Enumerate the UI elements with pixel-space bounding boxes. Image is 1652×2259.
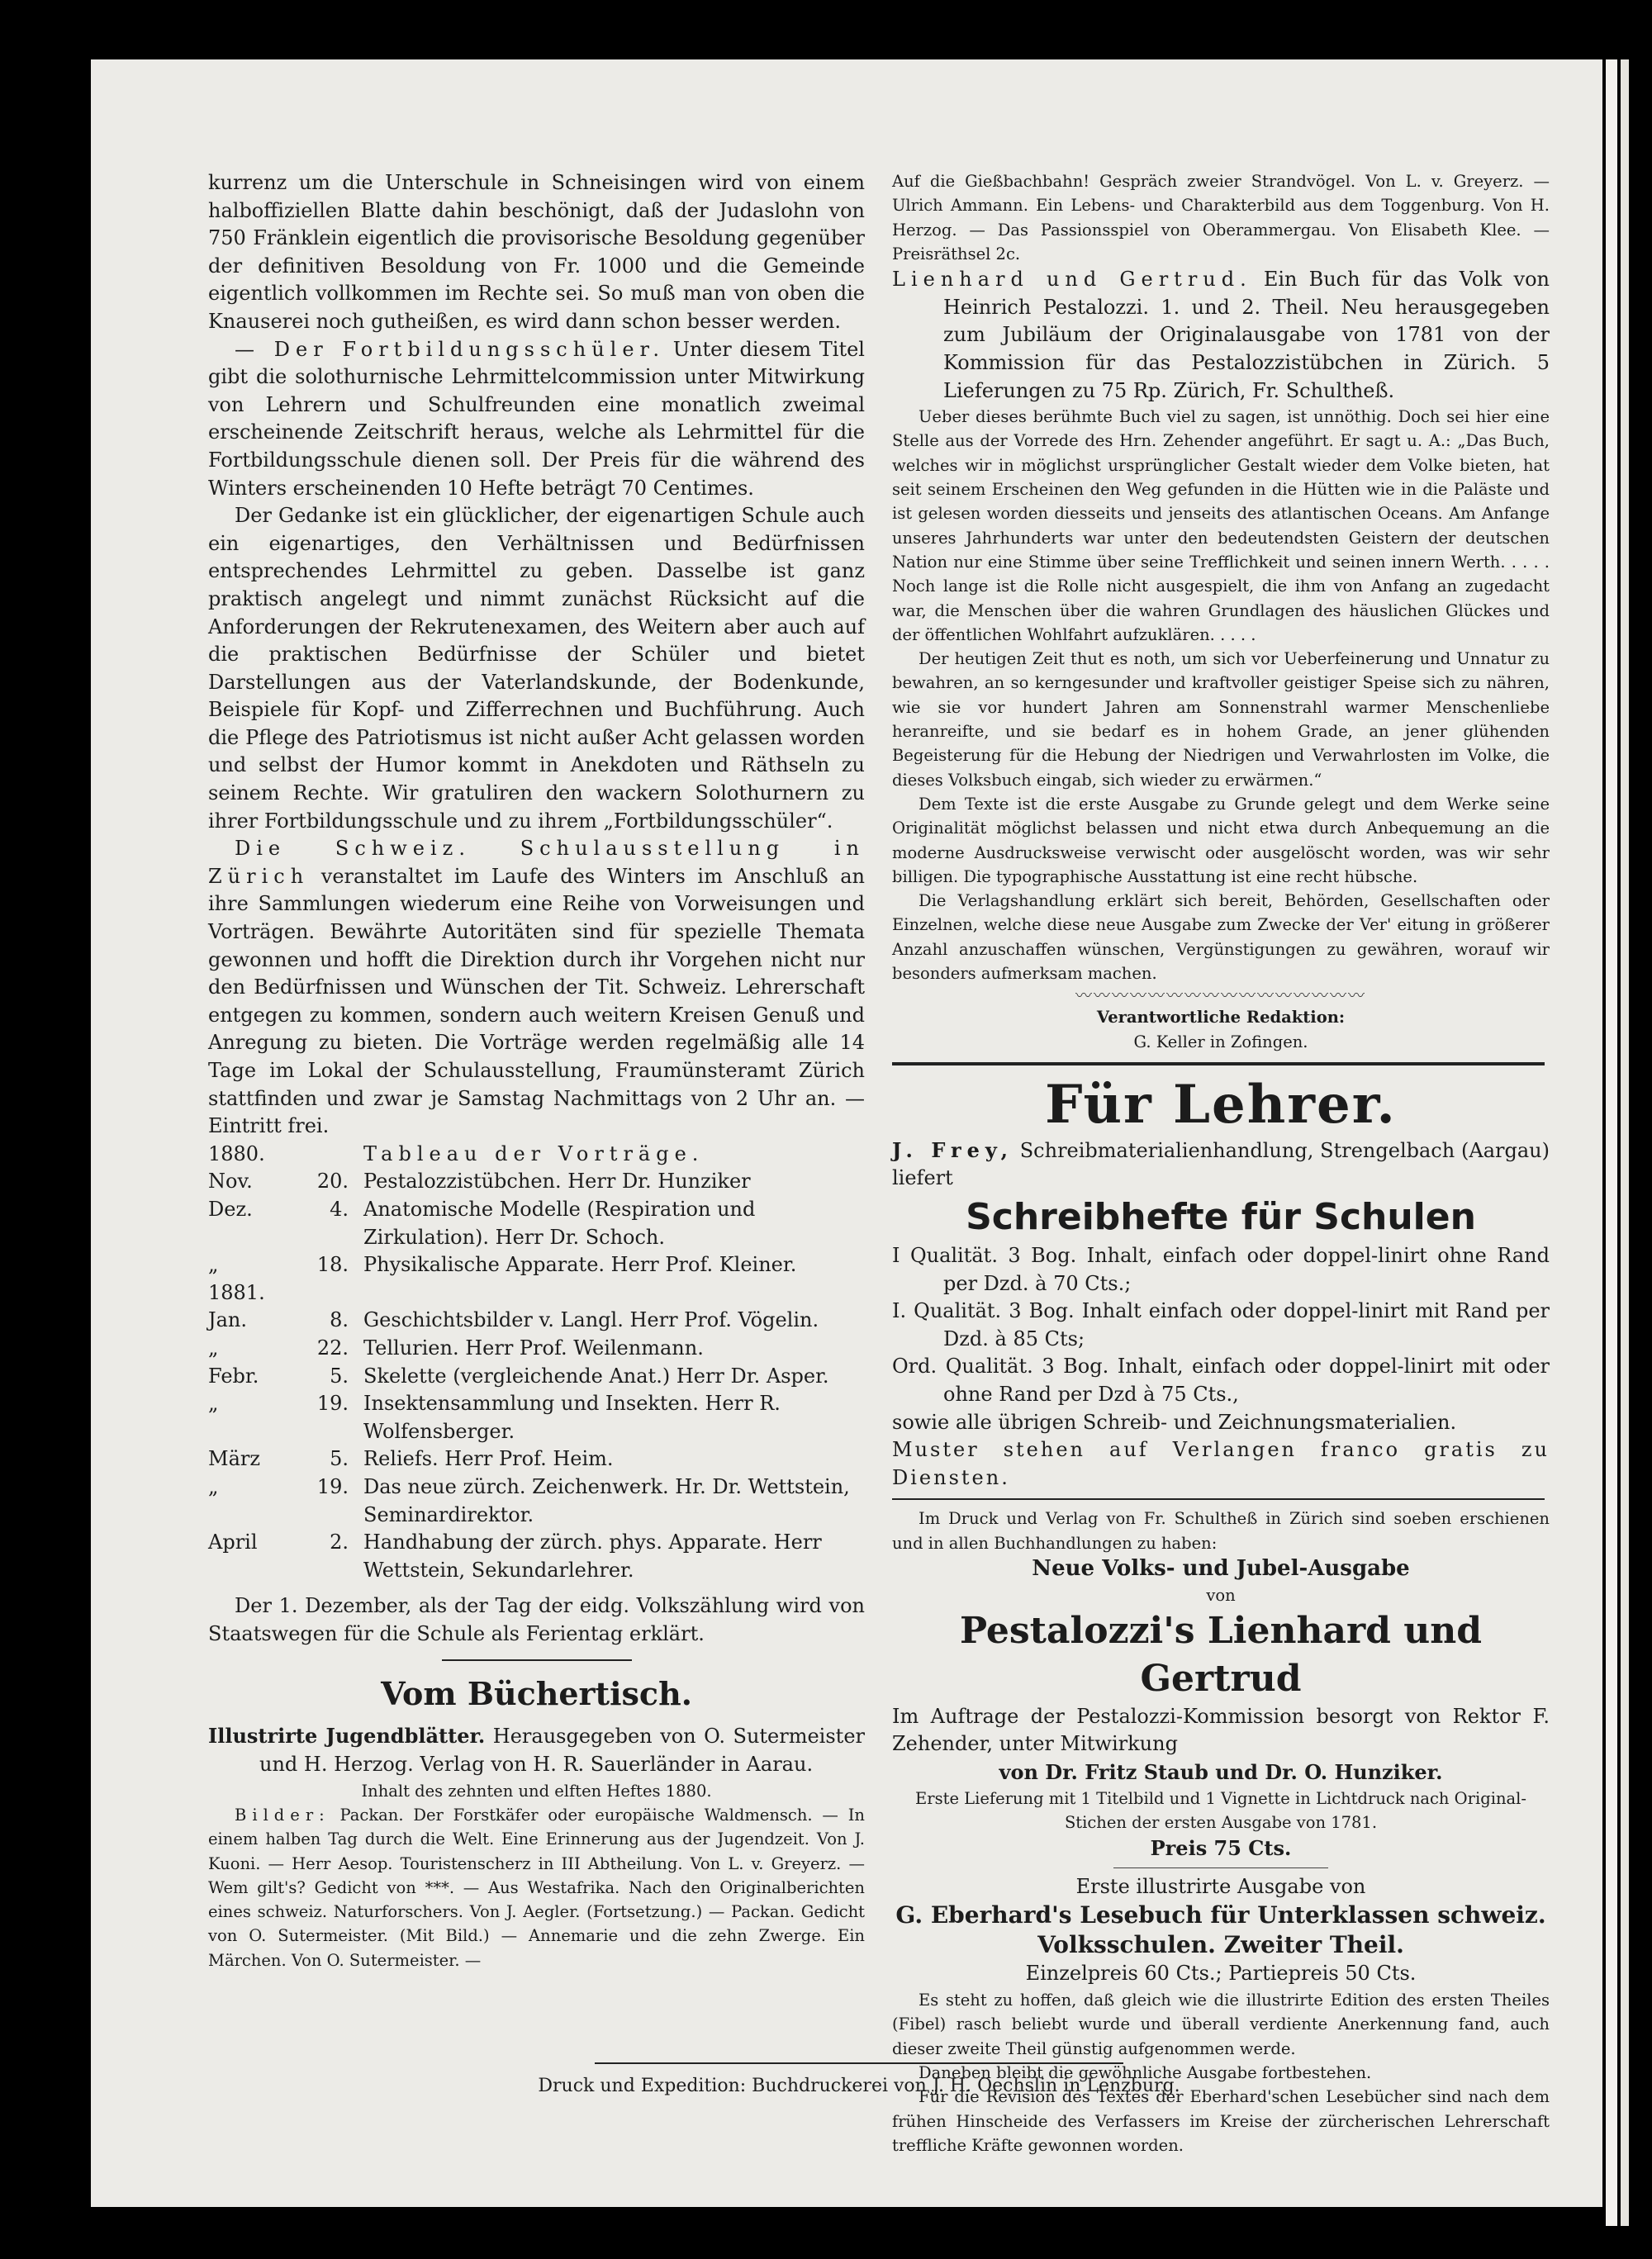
divider	[892, 1498, 1545, 1500]
contents-heading: Inhalt des zehnten und elften Heftes 1880.	[361, 1781, 712, 1801]
lecture-month: Nov.	[208, 1170, 253, 1194]
lecture-table	[208, 1141, 865, 1585]
page-edge	[1606, 59, 1617, 2226]
ornament-divider: 〰〰〰〰〰〰〰〰〰〰〰〰〰〰〰〰	[1075, 985, 1366, 1006]
lecture-day: 22.	[316, 1336, 349, 1360]
ad-line: I. Qualität. 3 Bog. Inhalt einfach oder doppel-linirt mit Rand per Dzd. à 85 Cts;	[892, 1299, 1550, 1350]
lecture-topic: Anatomische Modelle (Respiration und Zirkulation). Herr Dr. Schoch.	[363, 1197, 756, 1249]
ad-line: Im Auftrage der Pestalozzi-Kommission besorgt von Rektor F. Zehender, unter Mitwirkung	[892, 1704, 1550, 1756]
divider	[442, 1659, 632, 1661]
divider	[892, 1062, 1545, 1065]
paragraph: Die Schweiz. Schulausstellung in Zürich veranstaltet im Laufe des Winters im Anschluß an ihre Sammlungen wiederum eine Reihe von Vorweisungen und Vorträgen. Bewährte Autoritäten sind für spezielle Themata gewonnen und hofft die Direktion durch ihr Vorgehen nicht nur den Bedürfnissen und Wünschen der Tit. Schweiz. Lehrerschaft entgegen zu kommen, sondern auch weitern Kreisen Genuß und Anregung zu bieten. Die Vorträge werden regelmäßig alle 14 Tage im Lokal der Schulausstellung, Fraumünsteramt Zürich stattfinden und zwar je Samstag Nachmittags von 2 Uhr an. — Eintritt frei.	[208, 837, 865, 1138]
paragraph: Der 1. Dezember, als der Tag der eidg. Volkszählung wird von Staatswegen für die Schule als Ferientag erklärt.	[208, 1594, 865, 1645]
editor-name: G. Keller in Zofingen.	[1133, 1032, 1308, 1051]
book-title: G. Eberhard's Lesebuch für Unterklassen schweiz. Volksschulen. Zweiter Theil.	[895, 1901, 1546, 1959]
lecture-day: 19.	[316, 1392, 349, 1416]
lecture-day	[299, 1279, 363, 1307]
ad-firm: J. Frey, Schreibmaterialienhandlung, Strengelbach (Aargau) liefert	[892, 1137, 1550, 1190]
review-text: Ueber dieses berühmte Buch viel zu sagen, ist unnöthig. Doch sei hier eine Stelle aus der Vorrede des Hrn. Zehender angeführt. Er sagt u. A.: „Das Buch, welches wir in möglichst ursprünglicher Gestalt wieder dem Volke bieten, hat seit seinem Erscheinen den Weg gefunden in die Hütten wie in die Paläste und ist gelesen worden diesseits und jenseits des atlantischen Oceans. Am Anfange unseres Jahrhunderts war unter den bedeutendsten Geistern der deutschen Nation nur eine Stimme über seine Trefflichkeit und seinen innern Werth. . . . . Noch lange ist die Rolle nicht ausgespielt, die ihm von Anfang an zugedacht war, die Menschen über die wahren Grundlagen des häuslichen Glückes und der öffentlichen Wohlfahrt aufzuklären. . . . .	[892, 407, 1550, 644]
lecture-day: 2.	[330, 1531, 349, 1554]
lecture-month: März	[208, 1447, 260, 1471]
paragraph-lead: Die Schweiz. Schulausstellung in Zürich	[208, 837, 865, 888]
lecture-day: 4.	[330, 1197, 349, 1221]
lecture-topic: Handhabung der zürch. phys. Apparate. Herr Wettstein, Sekundarlehrer.	[363, 1531, 822, 1582]
lecture-topic: Das neue zürch. Zeichenwerk. Hr. Dr. Wettstein, Seminardirektor.	[363, 1474, 850, 1526]
table-row	[208, 1390, 865, 1445]
lecture-day: 5.	[330, 1447, 349, 1471]
footer	[496, 2062, 1222, 2096]
table-row	[208, 1279, 865, 1307]
section-title: Vom Büchertisch.	[381, 1675, 692, 1713]
lecture-month: „	[208, 1392, 219, 1416]
ad-line: I Qualität. 3 Bog. Inhalt, einfach oder doppel-linirt ohne Rand per Dzd. à 70 Cts.;	[892, 1244, 1550, 1295]
lecture-day: 18.	[316, 1253, 349, 1277]
ad-line: Ord. Qualität. 3 Bog. Inhalt, einfach oder doppel-linirt mit oder ohne Rand per Dzd à 75 Cts.,	[892, 1355, 1550, 1407]
book-entry: Illustrirte Jugendblätter. Herausgegeben von O. Sutermeister und H. Herzog. Verlag von H. R. Sauerländer in Aarau.	[208, 1724, 865, 1777]
table-row	[208, 1445, 865, 1474]
lecture-topic: Reliefs. Herr Prof. Heim.	[363, 1447, 614, 1471]
lecture-month: April	[208, 1531, 258, 1554]
lecture-month: Dez.	[208, 1197, 253, 1221]
lecture-day: 20.	[316, 1170, 349, 1194]
table-row	[208, 1474, 865, 1529]
ad-price: Einzelpreis 60 Cts.; Partiepreis 50 Cts.	[1025, 1962, 1417, 1986]
lecture-topic: Insektensammlung und Insekten. Herr R. Wolfensberger.	[363, 1392, 781, 1443]
lecture-day: 8.	[330, 1308, 349, 1332]
ad-text: Es steht zu hoffen, daß gleich wie die illustrirte Edition des ersten Theiles (Fibel) rasch beliebt wurde und überall verdiente Anerkennung fand, auch dieser zweite Theil günstig aufgenommen werde.	[892, 1991, 1550, 2058]
ad-line: Erste Lieferung mit 1 Titelbild und 1 Vignette in Lichtdruck nach Original-Stichen der ersten Ausgabe von 1781.	[915, 1788, 1526, 1832]
lecture-day: 5.	[330, 1364, 349, 1388]
table-row	[208, 1529, 865, 1584]
ad-subtitle: Neue Volks- und Jubel-Ausgabe	[1032, 1556, 1410, 1581]
lecture-month: Jan.	[208, 1308, 248, 1332]
lecture-topic: Tellurien. Herr Prof. Weilenmann.	[363, 1336, 704, 1360]
review-text: Die Verlagshandlung erklärt sich bereit, Behörden, Gesellschaften oder Einzelnen, welche diese neue Ausgabe zum Zwecke der Ver' eitung in größerer Anzahl anzuschaffen wünschen, Vergünstigungen zu gewähren, worauf wir besonders aufmerksam machen.	[892, 891, 1550, 983]
lecture-topic: Pestalozzistübchen. Herr Dr. Hunziker	[363, 1170, 751, 1194]
table-header: 1880. Tableau der Vorträge.	[208, 1141, 705, 1165]
lecture-day: 19.	[316, 1474, 349, 1498]
editor-label: Verantwortliche Redaktion:	[1096, 1008, 1346, 1027]
ad-line: Muster stehen auf Verlangen franco gratis zu Diensten.	[892, 1438, 1550, 1489]
book-title: Pestalozzi's Lienhard und Gertrud	[960, 1609, 1482, 1700]
contents-list: Auf die Gießbachbahn! Gespräch zweier Strandvögel. Von L. v. Greyerz. — Ulrich Ammann. Ein Lebens- und Charakterbild aus dem Toggenburg. Von H. Herzog. — Das Passionsspiel von Oberammergau. Von Elisabeth Klee. — Preisräthsel 2c.	[892, 172, 1550, 263]
review-text: Der heutigen Zeit thut es noth, um sich vor Ueberfeinerung und Unnatur zu bewahren, an so kerngesunder und kraftvoller geistiger Speise sich zu nähren, wie sie vor hundert Jahren am Sonnenstrahl warmer Menschenliebe heranreifte, und sie bedarf es in hohem Grade, an jener glühenden Begeisterung für die Hebung der Niedrigen und Verwahrlosten im Volke, die dieses Volksbuch eingab, sich wieder zu erwärmen.“	[892, 649, 1550, 790]
lecture-topic: Skelette (vergleichende Anat.) Herr Dr. Asper.	[363, 1364, 829, 1388]
publisher-notice: Im Druck und Verlag von Fr. Schultheß in Zürich sind soeben erschienen und in allen Buchhandlungen zu haben:	[892, 1509, 1550, 1553]
lecture-month: „	[208, 1253, 219, 1277]
paragraph-lead: — Der Fortbildungsschüler.	[235, 337, 666, 361]
paragraph: kurrenz um die Unterschule in Schneisingen wird von einem halboffiziellen Blatte dahin beschönigt, daß der Judaslohn von 750 Fränklein eigentlich die provisorische Besoldung gegenüber der definitiven Besoldung von Fr. 1000 und die Gemeinde eigentlich vollkommen im Rechte sei. So muß man von oben die Knauserei noch gutheißen, es wird dann schon besser werden.	[208, 171, 865, 333]
book-entry: Lienhard und Gertrud. Ein Buch für das Volk von Heinrich Pestalozzi. 1. und 2. Theil. Neu herausgegeben zum Jubiläum der Originalausgabe von 1781 von der Kommission für das Pestalozzistübchen in Zürich. 5 Lieferungen zu 75 Rp. Zürich, Fr. Schultheß.	[892, 268, 1550, 402]
paragraph: Der Gedanke ist ein glücklicher, der eigenartigen Schule auch ein eigenartiges, den Verhältnissen und Bedürfnissen entsprechendes Lehrmittel zu geben. Dasselbe ist ganz praktisch angelegt und nimmt zunächst Rücksicht auf die Anforderungen der Rekrutenexamen, des Weitern aber auch auf die praktischen Bedürfnisse der Schüler und bietet Darstellungen aus der Vaterlandskunde, der Bodenkunde, Beispiele für Kopf- und Zifferrechnen und Buchführung. Auch die Pflege des Patriotismus ist nicht außer Acht gelassen worden und selbst der Humor kommt in Anekdoten und Räthseln zu seinem Rechte. Wir gratuliren den wackern Solothurnern zu ihrer Fortbildungsschule und zu ihrem „Fortbildungsschüler“.	[208, 504, 865, 833]
table-row	[208, 1363, 865, 1391]
ad-line: von	[1206, 1585, 1236, 1605]
ad-line: sowie alle übrigen Schreib- und Zeichnungsmaterialien.	[892, 1410, 1457, 1434]
footer-printer: Druck und Expedition: Buchdruckerei von J. H. Oechslin in Lenzburg.	[538, 2076, 1180, 2096]
review-text: Dem Texte ist die erste Ausgabe zu Grunde gelegt und dem Werke seine Originalität möglichst belassen und nicht etwa durch Anbequemung an die moderne Ausdrucksweise verwischt oder ausgelöscht worden, was wir sehr billigen. Die typographische Ausstattung ist eine recht hübsche.	[892, 794, 1550, 886]
ad-line: Erste illustrirte Ausgabe von	[1075, 1874, 1366, 1898]
table-row	[208, 1168, 865, 1196]
divider	[1113, 1867, 1328, 1868]
lecture-topic	[363, 1279, 865, 1307]
contents-list: Bilder: Packan. Der Forstkäfer oder europäische Waldmensch. — In einem halben Tag durch die Welt. Eine Erinnerung aus der Jugendzeit. Von J. Kuoni. — Herr Aesop. Touristenscherz in III Abtheilung. Von L. v. Greyerz. — Wem gilt's? Gedicht von ***. — Aus Westafrika. Nach den Originalberichten eines schweiz. Naturforschers. Von J. Aegler. (Fortsetzung.) — Packan. Gedicht von O. Sutermeister. (Mit Bild.) — Annemarie und die zehn Zwerge. Ein Märchen. Von O. Sutermeister. —	[208, 1805, 865, 1970]
ad-title: Für Lehrer.	[1045, 1073, 1397, 1136]
left-column	[208, 169, 865, 1972]
lecture-month: „	[208, 1336, 219, 1360]
divider	[595, 2062, 1123, 2064]
ad-text: Für die Revision des Textes der Eberhard'schen Lesebücher sind nach dem frühen Hinscheide des Verfassers im Kreise der zürcherischen Lehrerschaft treffliche Kräfte gewonnen worden.	[892, 2087, 1550, 2155]
ad-product: Schreibhefte für Schulen	[966, 1196, 1476, 1239]
paragraph: — Der Fortbildungsschüler. Unter diesem Titel gibt die solothurnische Lehrmittelcommission unter Mitwirkung von Lehrern und Schulfreunden eine monatlich zweimal erscheinende Zeitschrift heraus, welche als Lehrmittel für die Fortbildungsschule dienen soll. Der Preis für die während des Winters erscheinenden 10 Hefte beträgt 70 Centimes.	[208, 337, 865, 500]
right-column	[892, 169, 1550, 2157]
lecture-topic: Geschichtsbilder v. Langl. Herr Prof. Vögelin.	[363, 1308, 819, 1332]
table-row	[208, 1196, 865, 1251]
table-row	[208, 1251, 865, 1279]
table-row	[208, 1307, 865, 1335]
lecture-month: „	[208, 1474, 219, 1498]
table-row	[208, 1335, 865, 1363]
ad-authors: von Dr. Fritz Staub und Dr. O. Hunziker.	[999, 1760, 1443, 1785]
lecture-month: 1881.	[208, 1280, 265, 1304]
page-edge	[1621, 59, 1629, 2226]
ad-price: Preis 75 Cts.	[1150, 1836, 1292, 1861]
lecture-topic: Physikalische Apparate. Herr Prof. Kleiner.	[363, 1253, 797, 1277]
ad-text: Daneben bleibt die gewöhnliche Ausgabe fortbestehen.	[919, 2062, 1372, 2082]
lecture-month: Febr.	[208, 1364, 259, 1388]
